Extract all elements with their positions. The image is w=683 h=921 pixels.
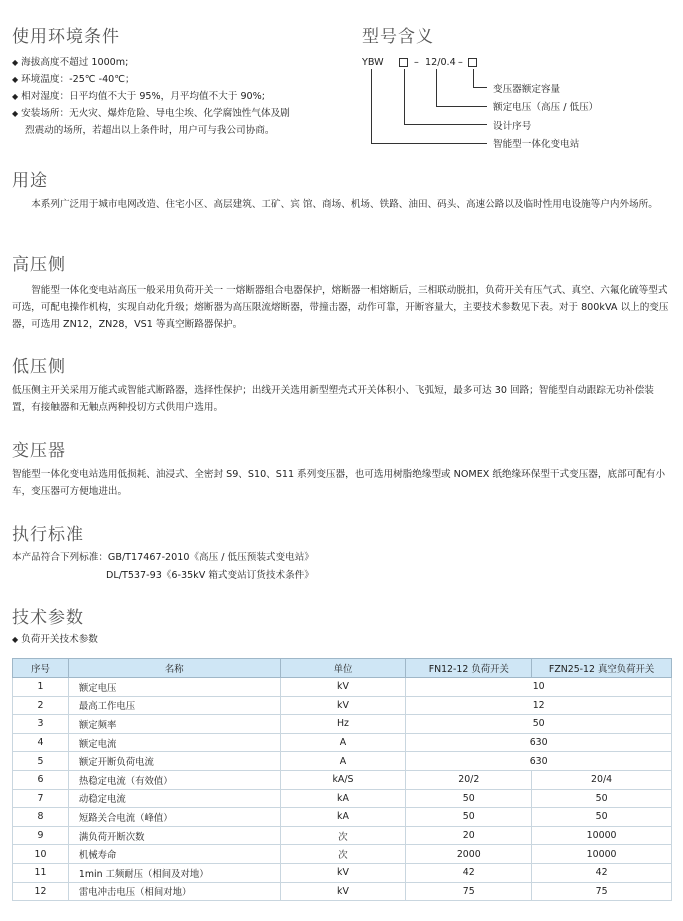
cell-no: 7 <box>13 789 69 808</box>
tech-subtitle: ◆ 负荷开关技术参数 <box>12 634 98 645</box>
cell-name: 机械寿命 <box>68 845 280 864</box>
cell-no: 1 <box>13 678 69 697</box>
standard-title: 执行标准 <box>12 525 84 545</box>
table-row <box>13 826 672 845</box>
cell-value-merged: 630 <box>406 752 672 771</box>
usage-title: 用途 <box>12 171 48 191</box>
lv-text: 低压侧主开关采用万能式或智能式断路器，选择性保护；出线开关选用新型塑壳式开关体积小、飞弧短，最多可达 30 回路；智能型自动跟踪无功补偿装置，有接触器和无触点两种投切方式供用户选用。 <box>12 385 654 413</box>
table-row <box>13 696 672 715</box>
diamond-bullet-icon: ◆ <box>12 109 19 118</box>
cell-no: 5 <box>13 752 69 771</box>
cell-no: 2 <box>13 696 69 715</box>
cell-fn12: 75 <box>406 882 532 901</box>
table-row <box>13 752 672 771</box>
model-title: 型号含义 <box>362 27 434 47</box>
cell-no: 8 <box>13 808 69 827</box>
cell-unit: A <box>280 733 406 752</box>
connector-line <box>404 124 487 125</box>
cell-value-merged: 12 <box>406 696 672 715</box>
env-item: ◆ 环境温度：-25℃ -40℃； <box>12 74 135 85</box>
env-list <box>12 54 352 139</box>
table-row <box>13 678 672 697</box>
cell-no: 11 <box>13 863 69 882</box>
connector-line <box>473 69 474 87</box>
cell-fzn25: 50 <box>532 808 672 827</box>
cell-unit: kV <box>280 863 406 882</box>
connector-line <box>473 87 487 88</box>
connector-line <box>371 143 487 144</box>
connector-line <box>371 69 372 143</box>
cell-fn12: 20 <box>406 826 532 845</box>
cell-unit: kA <box>280 789 406 808</box>
cell-fn12: 2000 <box>406 845 532 864</box>
cell-name: 热稳定电流（有效值） <box>68 770 280 789</box>
trans-text: 智能型一体化变电站选用低损耗、油浸式、全密封 S9、S10、S11 系列变压器，也可选用树脂绝缘型或 NOMEX 纸绝缘环保型干式变压器，底部可配有小车，变压器可方便地进出。 <box>12 469 666 497</box>
connector-line <box>436 106 487 107</box>
diamond-bullet-icon: ◆ <box>12 75 19 84</box>
cell-unit: kV <box>280 696 406 715</box>
diamond-bullet-icon: ◆ <box>12 635 19 644</box>
cell-name: 额定电流 <box>68 733 280 752</box>
cell-no: 10 <box>13 845 69 864</box>
env-item: ◆ 相对湿度：日平均值不大于 95%，月平均值不大于 90%; <box>12 91 266 102</box>
table-row <box>13 789 672 808</box>
cell-name: 额定频率 <box>68 715 280 734</box>
connector-line <box>404 69 405 124</box>
table-header-row <box>13 659 672 678</box>
env-item: ◆ 海拔高度不超过 1000m; <box>12 57 129 68</box>
cell-fn12: 50 <box>406 789 532 808</box>
cell-no: 6 <box>13 770 69 789</box>
cell-name: 动稳定电流 <box>68 789 280 808</box>
col-header-fzn25: FZN25-12 真空负荷开关 <box>532 659 672 678</box>
table-row <box>13 808 672 827</box>
tech-title: 技术参数 <box>12 608 84 628</box>
table-row <box>13 733 672 752</box>
table-row <box>13 715 672 734</box>
params-table <box>12 658 672 901</box>
model-box-2 <box>468 58 477 67</box>
cell-name: 最高工作电压 <box>68 696 280 715</box>
diamond-bullet-icon: ◆ <box>12 92 19 101</box>
connector-line <box>436 69 437 106</box>
cell-name: 短路关合电流（峰值） <box>68 808 280 827</box>
standard-line-2: DL/T537-93《6-35kV 箱式变站订货技术条件》 <box>106 570 314 581</box>
model-dash: – <box>458 57 463 68</box>
cell-no: 4 <box>13 733 69 752</box>
cell-unit: kA <box>280 808 406 827</box>
cell-name: 额定开断负荷电流 <box>68 752 280 771</box>
cell-fzn25: 50 <box>532 789 672 808</box>
lv-title: 低压侧 <box>12 357 66 377</box>
cell-fn12: 42 <box>406 863 532 882</box>
env-title: 使用环境条件 <box>12 27 120 47</box>
cell-value-merged: 10 <box>406 678 672 697</box>
cell-fn12: 50 <box>406 808 532 827</box>
diamond-bullet-icon: ◆ <box>12 58 19 67</box>
cell-fzn25: 42 <box>532 863 672 882</box>
table-row <box>13 770 672 789</box>
cell-value-merged: 50 <box>406 715 672 734</box>
model-code: YBW <box>362 57 384 68</box>
cell-no: 9 <box>13 826 69 845</box>
cell-unit: 次 <box>280 845 406 864</box>
table-row <box>13 863 672 882</box>
model-label-type: 智能型一体化变电站 <box>493 139 580 150</box>
col-header-fn12: FN12-12 负荷开关 <box>406 659 532 678</box>
cell-no: 12 <box>13 882 69 901</box>
standard-line-1: 本产品符合下列标准：GB/T17467-2010《高压 / 低压预装式变电站》 <box>12 552 314 563</box>
cell-no: 3 <box>13 715 69 734</box>
cell-unit: kA/S <box>280 770 406 789</box>
hv-text: 智能型一体化变电站高压一般采用负荷开关一 一熔断器组合电器保护，熔断器一相熔断后，三相联动脱扣，负荷开关有压气式、真空、六氟化硫等型式可选，可配电操作机构，实现自动化升级；熔断器为高压限流熔断器，带撞击器，动作可靠，开断容量大，主要技术参数见下表。对于 800kVA 以上的变压器，可选用 ZN12，ZN28，VS1 等真空断路器保护。 <box>12 285 669 330</box>
env-item-continued: 烈震动的场所，若超出以上条件时，用户可与我公司协商。 <box>25 125 275 136</box>
hv-title: 高压侧 <box>12 255 66 275</box>
env-item: ◆ 安装场所：无火灾、爆炸危险、导电尘埃、化学腐蚀性气体及剧 <box>12 108 290 119</box>
cell-name: 额定电压 <box>68 678 280 697</box>
col-header-name: 名称 <box>68 659 280 678</box>
col-header-unit: 单位 <box>280 659 406 678</box>
cell-unit: A <box>280 752 406 771</box>
col-header-no: 序号 <box>13 659 69 678</box>
model-box-1 <box>399 58 408 67</box>
cell-unit: kV <box>280 678 406 697</box>
table-row <box>13 845 672 864</box>
model-voltage-code: 12/0.4 <box>425 57 456 68</box>
cell-name: 1min 工频耐压（相间及对地） <box>68 863 280 882</box>
cell-unit: Hz <box>280 715 406 734</box>
model-label-design: 设计序号 <box>493 121 532 132</box>
model-label-voltage: 额定电压（高压 / 低压） <box>493 102 599 113</box>
cell-name: 雷电冲击电压（相间对地） <box>68 882 280 901</box>
cell-fzn25: 10000 <box>532 845 672 864</box>
cell-fzn25: 10000 <box>532 826 672 845</box>
model-label-capacity: 变压器额定容量 <box>493 84 561 95</box>
table-row <box>13 882 672 901</box>
cell-value-merged: 630 <box>406 733 672 752</box>
cell-unit: 次 <box>280 826 406 845</box>
cell-fzn25: 20/4 <box>532 770 672 789</box>
model-dash: – <box>414 57 419 68</box>
cell-fzn25: 75 <box>532 882 672 901</box>
cell-fn12: 20/2 <box>406 770 532 789</box>
cell-unit: kV <box>280 882 406 901</box>
trans-title: 变压器 <box>12 441 66 461</box>
usage-text: 本系列广泛用于城市电网改造、住宅小区、高层建筑、工矿、宾 馆、商场、机场、铁路、油田、码头、高速公路以及临时性用电设施等户内外场所。 <box>31 199 658 210</box>
cell-name: 满负荷开断次数 <box>68 826 280 845</box>
